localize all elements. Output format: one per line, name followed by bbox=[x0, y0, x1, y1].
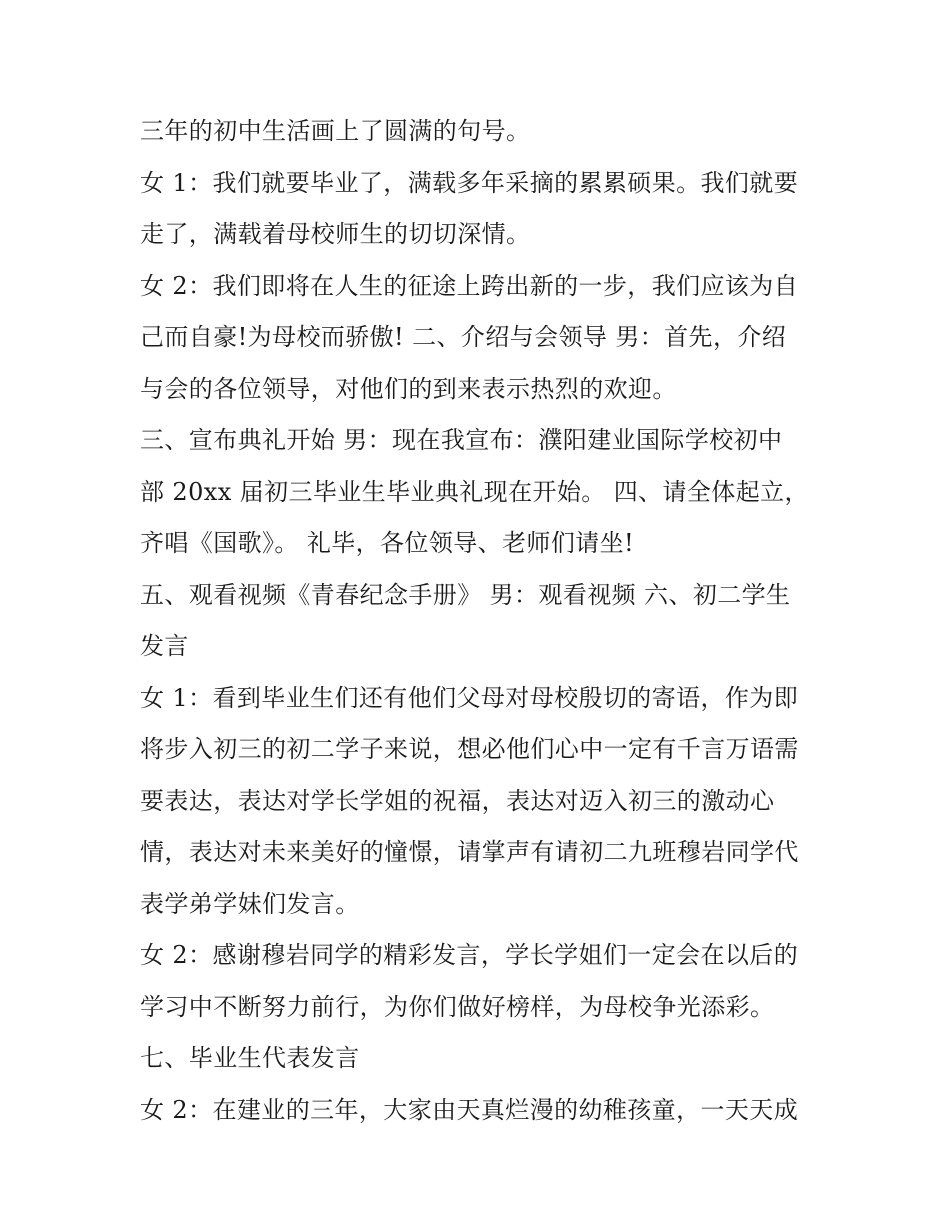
text-line: 三年的初中生活画上了圆满的句号。 bbox=[140, 117, 531, 145]
text-line: 五、观看视频《青春纪念手册》 男：观看视频 六、初二学生 bbox=[140, 580, 791, 609]
text-line: 要表达，表达对学长学姐的祝福，表达对迈入初三的激动心 bbox=[140, 786, 775, 815]
text-line: 己而自豪!为母校而骄傲! 二、介绍与会领导 男：首先，介绍 bbox=[140, 323, 787, 351]
text-line: 部 20xx 届初三毕业生毕业典礼现在开始。 四、请全体起立， bbox=[140, 477, 809, 506]
text-line: 齐唱《国歌》。 礼毕，各位领导、老师们请坐! bbox=[140, 529, 635, 557]
text-line: 情，表达对未来美好的憧憬，请掌声有请初二九班穆岩同学代 bbox=[140, 838, 799, 866]
text-line: 表学弟学妹们发言。 bbox=[140, 889, 360, 918]
text-line: 发言 bbox=[140, 632, 189, 660]
text-line: 将步入初三的初二学子来说，想必他们心中一定有千言万语需 bbox=[140, 735, 799, 763]
text-line: 走了，满载着母校师生的切切深情。 bbox=[140, 220, 531, 248]
text-line: 三、宣布典礼开始 男：现在我宣布：濮阳建业国际学校初中 bbox=[140, 426, 783, 454]
text-line: 女 1：看到毕业生们还有他们父母对母校殷切的寄语，作为即 bbox=[140, 683, 799, 712]
text-line: 七、毕业生代表发言 bbox=[140, 1044, 360, 1072]
document-body bbox=[140, 106, 830, 1136]
text-line: 女 2：在建业的三年，大家由天真烂漫的幼稚孩童，一天天成 bbox=[140, 1095, 799, 1124]
text-line: 与会的各位领导，对他们的到来表示热烈的欢迎。 bbox=[140, 374, 677, 403]
text-line: 女 2：我们即将在人生的征途上跨出新的一步，我们应该为自 bbox=[140, 271, 799, 300]
text-line: 学习中不断努力前行，为你们做好榜样，为母校争光添彩。 bbox=[140, 992, 775, 1021]
text-line: 女 2：感谢穆岩同学的精彩发言，学长学姐们一定会在以后的 bbox=[140, 941, 799, 969]
text-line: 女 1：我们就要毕业了，满载多年采摘的累累硕果。我们就要 bbox=[140, 168, 799, 197]
